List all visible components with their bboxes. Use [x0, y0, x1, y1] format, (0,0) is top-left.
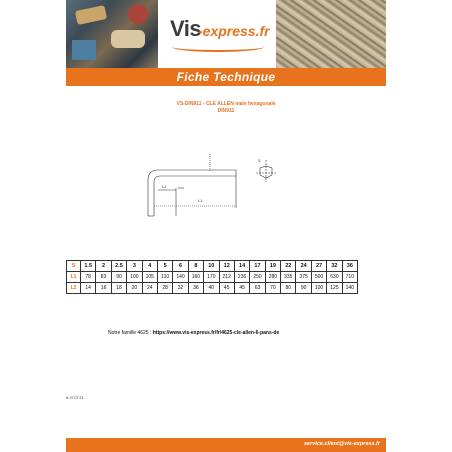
table-row-s — [67, 261, 358, 272]
product-title — [66, 101, 386, 115]
table-cell: 27 — [311, 261, 326, 272]
logo-express-text: -express.fr — [198, 23, 270, 39]
table-cell: 4 — [142, 261, 157, 272]
header-photo-screws — [276, 0, 386, 68]
table-cell: 8 — [188, 261, 203, 272]
table-cell: 5 — [157, 261, 172, 272]
table-cell: 80 — [281, 283, 296, 294]
table-header-s: S — [67, 261, 81, 272]
table-cell: 12 — [219, 261, 234, 272]
table-cell: 83 — [96, 272, 111, 283]
table-cell: 125 — [327, 283, 342, 294]
table-cell: 100 — [311, 283, 326, 294]
table-cell: 28 — [157, 283, 172, 294]
table-cell: 1.5 — [81, 261, 96, 272]
table-cell: 17 — [250, 261, 265, 272]
table-cell: 24 — [296, 261, 311, 272]
table-cell: 100 — [127, 272, 142, 283]
drawing-label-l1: L1 — [198, 198, 203, 203]
document-date: le 27.07.23 — [66, 396, 84, 400]
table-cell: 70 — [265, 283, 280, 294]
table-cell: 32 — [173, 283, 188, 294]
table-cell: 63 — [250, 283, 265, 294]
drawing-label-l2: L2 — [162, 184, 167, 189]
logo-swoosh — [172, 42, 264, 52]
table-cell: 36 — [342, 261, 357, 272]
product-title-line2: DIN911 — [217, 108, 235, 114]
brand-logo — [158, 0, 276, 68]
table-cell: 45 — [234, 283, 249, 294]
table-cell: 90 — [296, 283, 311, 294]
table-row-l2 — [67, 283, 358, 294]
fiche-technique-banner — [66, 68, 386, 86]
footer-email[interactable]: service.client@vis-express.fr — [304, 441, 380, 447]
table-cell: 14 — [234, 261, 249, 272]
table-cell: 236 — [234, 272, 249, 283]
footer-bar — [66, 438, 386, 452]
table-cell: 110 — [157, 272, 172, 283]
table-cell: 2.5 — [111, 261, 126, 272]
technical-drawing — [118, 148, 278, 228]
product-family-prefix: Notre famille 4625 : — [108, 330, 153, 336]
table-cell: 14 — [81, 283, 96, 294]
table-cell: 710 — [342, 272, 357, 283]
table-cell: 40 — [204, 283, 219, 294]
table-cell: 45 — [219, 283, 234, 294]
table-header-l2: L2 — [67, 283, 81, 294]
table-cell: 170 — [204, 272, 219, 283]
table-cell: 160 — [188, 272, 203, 283]
product-family-link[interactable]: https://www.vis-express.fr/fr/4625-cle-allen-6-pans-de — [152, 330, 280, 336]
table-cell: 6 — [173, 261, 188, 272]
table-cell: 250 — [250, 272, 265, 283]
table-cell: 19 — [265, 261, 280, 272]
logo-vis-text: Vis — [170, 16, 202, 41]
product-family-line — [108, 330, 279, 336]
table-row-l1 — [67, 272, 358, 283]
table-cell: 32 — [327, 261, 342, 272]
header-banner — [66, 0, 386, 68]
table-cell: 24 — [142, 283, 157, 294]
table-cell: 3 — [127, 261, 142, 272]
table-cell: 16 — [96, 283, 111, 294]
dimensions-table — [66, 260, 358, 294]
table-cell: 78 — [81, 272, 96, 283]
table-cell: 90 — [111, 272, 126, 283]
product-title-line1: VS-DIN911 - CLE ALLEN male hexagonale — [176, 101, 276, 107]
table-cell: 500 — [311, 272, 326, 283]
table-cell: 18 — [111, 283, 126, 294]
header-photo-tools — [66, 0, 158, 68]
table-cell: 280 — [265, 272, 280, 283]
table-cell: 140 — [173, 272, 188, 283]
table-cell: 20 — [127, 283, 142, 294]
table-cell: 22 — [281, 261, 296, 272]
table-cell: 36 — [188, 283, 203, 294]
table-cell: 105 — [142, 272, 157, 283]
table-cell: 140 — [342, 283, 357, 294]
table-cell: 212 — [219, 272, 234, 283]
table-header-l1: L1 — [67, 272, 81, 283]
table-cell: 375 — [296, 272, 311, 283]
table-cell: 630 — [327, 272, 342, 283]
table-cell: 10 — [204, 261, 219, 272]
drawing-label-s: S — [258, 158, 261, 163]
banner-title: Fiche Technique — [176, 70, 276, 84]
table-cell: 335 — [281, 272, 296, 283]
table-cell: 2 — [96, 261, 111, 272]
